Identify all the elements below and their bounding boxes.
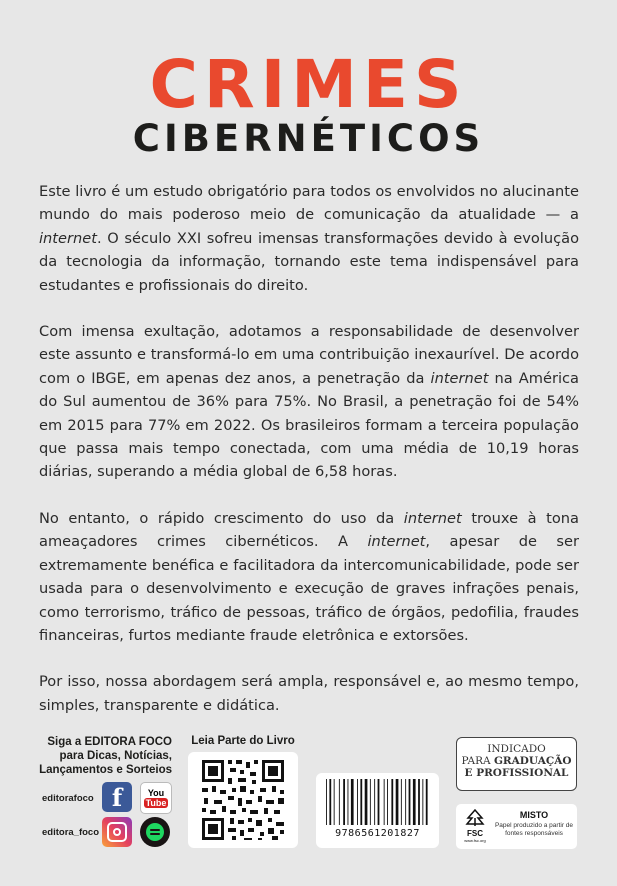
indicado-badge: INDICADO PARA GRADUAÇÃO E PROFISSIONAL xyxy=(456,737,577,791)
barcode-bar xyxy=(339,779,340,825)
barcode-bar xyxy=(348,779,349,825)
barcode-bar xyxy=(418,779,420,825)
social-handle-2: editora_foco xyxy=(42,827,100,838)
social-heading: Siga a EDITORA FOCO para Dicas, Notícias, Lançamentos e Sorteios xyxy=(39,736,172,776)
barcode-bar xyxy=(387,779,388,825)
youtube-icon[interactable]: You Tube xyxy=(140,782,172,814)
facebook-icon[interactable]: f xyxy=(102,782,132,812)
barcode-bars xyxy=(316,773,439,828)
qr-code-graphic xyxy=(188,752,298,848)
paragraph-4: Por isso, nossa abordagem será ampla, responsável e, ao mesmo tempo, simples, transparente e didática. xyxy=(39,673,579,714)
barcode-bar xyxy=(405,779,406,825)
fsc-badge xyxy=(456,804,577,849)
paragraph-1: Este livro é um estudo obrigatório para todos os envolvidos no alucinante mundo do mais poderoso meio de comunicação da atualidade — a internet. O século XXI sofreu imensas transformações devido à evolução da tecnologia da informação, tornando este tema indispensável para estudantes e profissionais do direito. xyxy=(39,183,579,294)
barcode-bar xyxy=(329,779,331,825)
spotify-icon[interactable] xyxy=(140,817,170,847)
barcode-bar xyxy=(326,779,327,825)
barcode xyxy=(316,773,439,848)
barcode-bar xyxy=(334,779,335,825)
barcode-bar xyxy=(365,779,368,825)
barcode-bar xyxy=(374,779,375,825)
barcode-bar xyxy=(384,779,385,825)
barcode-bar xyxy=(413,779,416,825)
barcode-bar xyxy=(378,779,380,825)
paragraph-3: No entanto, o rápido crescimento do uso da internet trouxe à tona ameaçadores crimes cibernéticos. A internet, apesar de ser extremamente benéfica e facilitadora da intercomunicabilidade, pode ser usada para o desenvolvimento e execução de graves infrações penais, como terrorismo, tráfico de pessoas, tráfico de órgãos, pedofilia, fraudes financeiras, furtos mediante fraude eletrônica e extorsões. xyxy=(39,509,579,644)
barcode-bar xyxy=(426,779,428,825)
qr-label: Leia Parte do Livro xyxy=(191,735,295,747)
fsc-title: MISTO xyxy=(519,810,549,820)
fsc-logo-icon: FSC www.fsc.org xyxy=(462,809,488,845)
barcode-bar xyxy=(391,779,393,825)
fsc-description: Papel produzido a partir de fontes responsáveis xyxy=(494,822,574,837)
book-subtitle: CIBERNÉTICOS xyxy=(132,117,485,160)
qr-code[interactable] xyxy=(188,752,298,848)
barcode-bar xyxy=(343,779,345,825)
instagram-icon[interactable] xyxy=(102,817,132,847)
barcode-bar xyxy=(409,779,411,825)
barcode-bar xyxy=(351,779,354,825)
barcode-bar xyxy=(401,779,402,825)
back-cover-text xyxy=(39,180,579,740)
social-handle-1: editorafoco xyxy=(42,793,94,804)
book-title: CRIMES xyxy=(149,46,468,123)
barcode-bar xyxy=(396,779,399,825)
barcode-bar xyxy=(360,779,362,825)
barcode-bar xyxy=(370,779,371,825)
barcode-bar xyxy=(357,779,358,825)
isbn-number: 9786561201827 xyxy=(335,828,420,839)
barcode-bar xyxy=(422,779,423,825)
paragraph-2: Com imensa exultação, adotamos a responsabilidade de desenvolver este assunto e transformá-lo em uma contribuição inexaurível. De acordo com o IBGE, em apenas dez anos, a penetração da internet na América do Sul aumentou de 36% para 75%. No Brasil, a penetração foi de 54% em 2015 para 77% em 2022. Os brasileiros formam a terceira população que passa mais tempo conectada, com uma média de 10,19 horas diárias, superando a média global de 6,58 horas. xyxy=(39,323,579,481)
